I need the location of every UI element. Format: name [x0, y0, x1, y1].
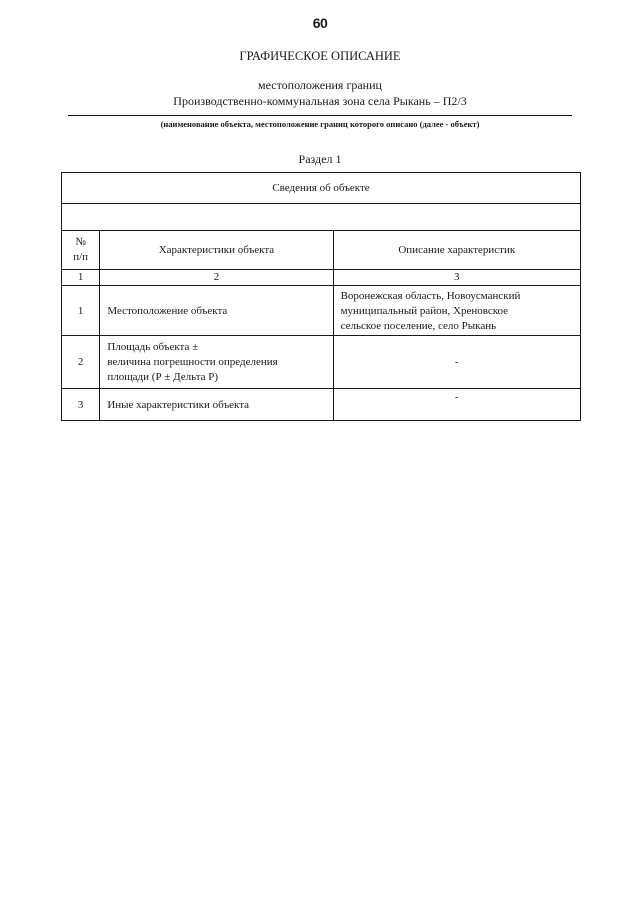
row-characteristic-line: Местоположение объекта: [107, 304, 228, 317]
column-header-description: Описание характеристик: [333, 231, 580, 270]
document-subtitle-line2: Производственно-коммунальная зона села Рыкань – П2/3: [173, 94, 467, 108]
row-description: [333, 286, 580, 336]
column-number-3: 3: [333, 270, 580, 286]
table-row: [62, 336, 581, 389]
table-row: [62, 389, 581, 421]
title-underline: [68, 115, 572, 116]
column-header-characteristics: Характеристики объекта: [100, 231, 333, 270]
row-description-line: Воронежская область, Новоусманский: [340, 289, 521, 302]
row-characteristic-line: Площадь объекта ±: [107, 341, 199, 353]
object-info-table: [61, 172, 581, 421]
row-characteristic-line: величина погрешности определения: [107, 356, 278, 368]
row-description: [333, 336, 580, 389]
row-description-line: -: [454, 355, 459, 368]
document-subtitle-line1: местоположения границ: [258, 78, 382, 92]
table-heading-row: [62, 173, 581, 204]
row-characteristic: [100, 389, 333, 421]
row-characteristic: [100, 286, 333, 336]
row-characteristic-line: Иные характеристики объекта: [107, 398, 250, 411]
row-description-line: -: [454, 391, 459, 403]
column-header-num: [62, 231, 100, 270]
column-number-row: [62, 270, 581, 286]
row-characteristic-line: площади (Р ± Дельта Р): [107, 371, 219, 383]
column-header-num-line1: №: [75, 236, 86, 248]
table-empty-row: [62, 204, 581, 231]
empty-cell: [62, 204, 581, 231]
column-header-num-line2: п/п: [73, 251, 89, 263]
underline-caption: (наименование объекта, местоположение границ которого описано (далее - объект): [160, 119, 480, 129]
row-number: 2: [62, 336, 100, 389]
page-number: 60: [312, 15, 328, 31]
column-number-1: 1: [62, 270, 100, 286]
row-number: 3: [62, 389, 100, 421]
row-description-line: муниципальный район, Хреновское: [340, 304, 509, 317]
row-number: 1: [62, 286, 100, 336]
row-description-line: сельское поселение, село Рыкань: [340, 319, 497, 332]
column-number-2: 2: [100, 270, 333, 286]
section-title: Раздел 1: [298, 152, 342, 166]
row-characteristic: [100, 336, 333, 389]
table-row: [62, 286, 581, 336]
column-header-row: [62, 231, 581, 270]
document-title: ГРАФИЧЕСКОЕ ОПИСАНИЕ: [239, 49, 401, 63]
row-description: [333, 389, 580, 421]
table-heading: Сведения об объекте: [62, 173, 581, 204]
